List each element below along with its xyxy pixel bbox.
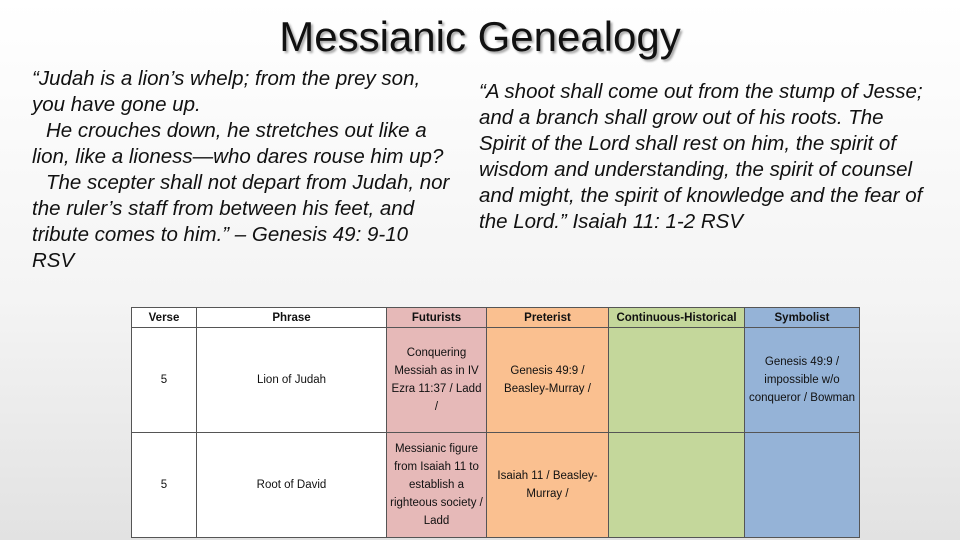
genesis-quote (32, 66, 452, 274)
cell-symbolist: Genesis 49:9 / impossible w/o conqueror / Bowman (745, 328, 860, 433)
cell-phrase: Lion of Judah (197, 328, 387, 433)
cell-phrase: Root of David (197, 433, 387, 538)
header-symbolist: Symbolist (745, 308, 860, 328)
cell-preterist: Genesis 49:9 / Beasley-Murray / (487, 328, 609, 433)
table-header-row (132, 308, 860, 328)
cell-verse: 5 (132, 328, 197, 433)
genesis-quote-line-3: The scepter shall not depart from Judah, nor the ruler’s staff from between his feet, and tribute comes to him.” – Genesis 49: 9-10 RSV (32, 171, 450, 272)
header-preterist: Preterist (487, 308, 609, 328)
table-row (132, 328, 860, 433)
isaiah-quote-text: “A shoot shall come out from the stump of Jesse; and a branch shall grow out of his roots. The Spirit of the Lord shall rest on him, the spirit of wisdom and understanding, the spirit of counsel and might, the spirit of knowledge and the fear of the Lord.” Isaiah 11: 1-2 RSV (479, 80, 923, 233)
genesis-quote-line-2: He crouches down, he stretches out like a lion, like a lioness—who dares rouse him up? (32, 119, 444, 168)
cell-continuous-historical (609, 328, 745, 433)
interpretation-table (131, 307, 860, 538)
cell-symbolist (745, 433, 860, 538)
header-futurists: Futurists (387, 308, 487, 328)
header-phrase: Phrase (197, 308, 387, 328)
cell-futurists: Conquering Messiah as in IV Ezra 11:37 / Ladd / (387, 328, 487, 433)
cell-verse: 5 (132, 433, 197, 538)
genesis-quote-line-1: “Judah is a lion’s whelp; from the prey son, you have gone up. (32, 67, 421, 116)
cell-continuous-historical (609, 433, 745, 538)
cell-preterist: Isaiah 11 / Beasley-Murray / (487, 433, 609, 538)
cell-futurists: Messianic figure from Isaiah 11 to establish a righteous society / Ladd (387, 433, 487, 538)
header-verse: Verse (132, 308, 197, 328)
slide-title: Messianic Genealogy (279, 13, 681, 60)
isaiah-quote (479, 79, 934, 235)
table-row (132, 433, 860, 538)
header-continuous-historical: Continuous-Historical (609, 308, 745, 328)
